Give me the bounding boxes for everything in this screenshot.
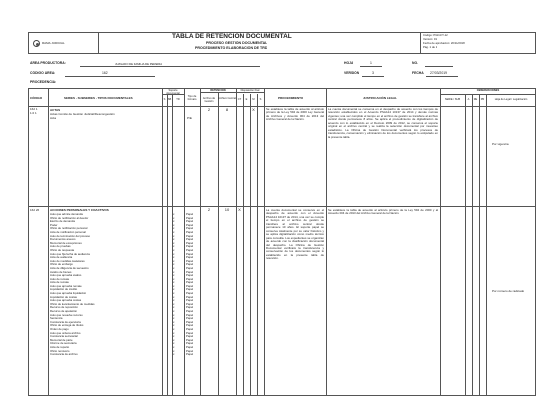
- tipo-documental-item: Acta de reparto: [50, 345, 70, 349]
- row2-archivo-gestion: 2: [207, 208, 211, 212]
- tipo-documental-item: Constancia de ejecutoria: [50, 320, 81, 324]
- tipo-formato-item: Papel: [186, 234, 194, 238]
- td-mark: x: [173, 317, 175, 321]
- row2-archivo-central: 10: [224, 208, 230, 212]
- row1-code: 162 1 1.0 1: [30, 108, 38, 115]
- tipo-formato-item: Papel: [186, 238, 194, 242]
- td-mark: x: [173, 220, 175, 224]
- tipo-formato-item: Papel: [186, 302, 194, 306]
- document-title: TABLA DE RETENCIÓN DOCUMENTAL: [172, 33, 292, 40]
- td-mark: x: [173, 328, 175, 331]
- td-mark: x: [173, 223, 175, 227]
- row1-formato: P/E: [187, 116, 192, 120]
- tipo-formato-item: Papel: [186, 345, 194, 349]
- procedure-name: PROCEDIMIENTO ELABORACIÓN DE TRD: [195, 46, 268, 50]
- tipo-documental-item: Oficio remisorio: [50, 349, 70, 353]
- col-justificacion: JUSTIFICACIÓN LEGAL: [363, 96, 398, 100]
- td-mark: x: [173, 313, 175, 317]
- td-mark: x: [173, 274, 175, 278]
- codigo-area-value: 162: [102, 71, 108, 75]
- tipo-formato-item: Papel: [186, 324, 194, 328]
- td-mark: x: [173, 277, 175, 281]
- tipo-formato-item: Papel: [186, 281, 194, 285]
- tipo-documental-item: Auto de medidas cautelares: [50, 259, 85, 263]
- process-name: PROCESO GESTIÓN DOCUMENTAL: [206, 41, 268, 45]
- tipo-documental-item: Recurso de reposición: [50, 306, 78, 310]
- tipo-documental-item: Oficio de notificación personal: [50, 227, 88, 231]
- td-mark: x: [173, 349, 175, 353]
- td-mark: x: [173, 252, 175, 256]
- td-mark: x: [173, 331, 175, 335]
- td-mark: x: [173, 266, 175, 270]
- td-mark: x: [173, 306, 175, 310]
- tipo-documental-item: Oficio de respuesta: [50, 248, 75, 252]
- tipo-formato-item: Papel: [186, 342, 194, 346]
- td-mark: x: [173, 230, 175, 234]
- td-mark: x: [173, 256, 175, 260]
- tipo-documental-item: Documentos anexos: [50, 238, 76, 242]
- td-mark: x: [173, 241, 175, 245]
- td-mark: x: [173, 353, 175, 357]
- row1-serie: ACTAS: [50, 108, 61, 112]
- td-mark: x: [173, 299, 175, 303]
- tipo-formato-item: Papel: [186, 317, 194, 321]
- td-mark: x: [173, 302, 175, 306]
- row1-archivo-gestion: 2: [207, 108, 211, 112]
- tipo-formato-item: Papel: [186, 220, 194, 224]
- tipo-formato-item: Papel: [186, 266, 194, 270]
- td-mark: x: [173, 338, 175, 342]
- tipo-formato-item: Papel: [186, 252, 194, 256]
- document-page: RAMA JUDICIAL TABLA DE RETENCIÓN DOCUMENTAL PROCESO GESTIÓN DOCUMENTAL PROCEDIMIENTO ELABORACIÓN DE TRD Código: PGD-FT-12 Versión: 01 Fecha de aprobación: 20/11/2018 Pág. 1 de 1 ÁREA PRODUCTORA: JUZGADO DE FAMILIA DE PEREIRA CÓDIGO ÁREA: 162 PROCEDENCIA: HOJA 1 NO. VERSIÓN 3 FECHA 27/03/2019 CÓDIGO SERIES - SUBSERIES - TIPOS DOCUMENTALES Soporte documental S SB TD Tipo de formato RETENCIÓN Archivo de Gestión Archivo Central Disposición final CT E M S PROCEDIMIENTO JUSTIFICACIÓN LEGAL OBSERVACIONES SERIE / SUB A RE PR Hoja de Legal / Legalización 162 1 1.0 1 ACTAS Actas Comité de Gestión Judicial/Descongestión Acta P/E 2 8 X La cuenta documental se conserva en el despacho de acuerdo con los tiempos de retención establecidos en el Acuerdo PSAA14 10137 de 2014 y demás normas vigentes; una vez cumplido el tiempo en el archivo de gestión se transfiere al archivo central donde permanece 8 años. Se aplica el procedimiento de digitalización de acuerdo con lo establecido en el Decreto 2609 de 2012, se conserva el soporte original en el archivo central y se realiza la selección documental por muestreo estadístico. La Oficina de Gestión Documental verificará los procesos de transferencia, conservación y eliminación de los documentos según lo estipulado en la presente tabla. Se establece la tabla de acuerdo al artículo primero de la Ley 594 de 2000 Ley General de Archivos y Acuerdo 004 de 2013 del Archivo General de la Nación. Por vigencia 162 26 ACCIONES PERSONALES Y COACTIVOS 2 10 X La cuenta documental se conserva en el despacho de acuerdo con el Acuerdo PSAA14 10137 de 2014, una vez se cumple el tiempo en el archivo de gestión se transfiere al archivo central donde permanece 10 años. El soporte papel se conserva totalmente por su valor histórico y se aplica digitalización como medio técnico para consulta. Los expedientes se organizan de acuerdo con la clasificación documental del despacho. La Oficina de Gestión Documental verificará la transferencia y conservación de los documentos según lo establecido en la presente tabla de retención. Se establece la tabla de acuerdo al artículo primero de la Ley 594 de 2000 y al Acuerdo 004 de 2013 del Archivo General de la Nación. Por número de radicado Auto que admite demanda Oficio de notificación al deudor Escrito de demanda Poder Oficio de notificación personal Acta de notificación personal Auto de terminación del proceso Documentos anexos Memorial de excepciones Auto de pruebas Oficio de respuesta Auto que fija fecha de audiencia Acta de audiencia Auto de medidas cautelares Oficio de embargo Acta de diligencia de secuestro Avalúo de bienes Auto que aprueba avalúo Auto de remate Acta de remate Auto que aprueba remate Liquidación de crédito Auto que aprueba liquidación Liquidación de costas Auto que aprueba costas Oficio de levantamiento de medidas Recurso de reposición Recurso de apelación Auto que resuelve recurso Sentencia Constancia de ejecutoria Oficio de entrega de títulos Orden de pago Auto que ordena archivo Constancia secretarial Memorial de parte Informe de secretaría Acta de reparto Oficio remisorio Constancia de archivo Papel Papel Papel Papel Papel Papel Papel Papel Papel Papel Papel Papel Papel Papel Papel Papel Papel Papel Papel Papel Papel Papel Papel Papel Papel Papel Papel Papel Papel Papel Papel Papel Papel Papel Papel Papel Papel Papel Papel Papel x x x x x x x x x x x x x x x x x x x x x x x x x x x x x x x x x x x x x x x x: [0, 0, 560, 420]
- row2-code: 162 26: [30, 208, 40, 212]
- col-archivo-gestion: Archivo de Gestión: [202, 97, 216, 103]
- tipo-documental-item: Auto de remate: [50, 277, 70, 281]
- col-codigo: CÓDIGO: [30, 96, 43, 100]
- tipo-documental-item: Escrito de demanda: [50, 220, 75, 224]
- td-mark: x: [173, 324, 175, 328]
- td-mark: x: [173, 292, 175, 296]
- rama-judicial-logo-icon: [33, 40, 40, 47]
- tipo-documental-item: Sentencia: [50, 317, 63, 321]
- tipo-documental-item: Auto que fija fecha de audiencia: [50, 252, 90, 256]
- tipo-documental-item: Auto que ordena archivo: [50, 331, 81, 335]
- tipo-formato-item: Papel: [186, 349, 194, 353]
- tipo-formato-item: Papel: [186, 213, 194, 216]
- no-label: NO.: [412, 61, 419, 65]
- tipo-formato-item: Papel: [186, 338, 194, 342]
- row1-procedimiento: La cuenta documental se conserva en el despacho de acuerdo con los tiempos de retención establecidos en el Acuerdo PSAA14 10137 de 2014 y demás normas vigentes; una vez cumplido el tiempo en el archivo de gestión se transfiere al archivo central donde permanece 8 años. Se aplica el procedimiento de digitalización de acuerdo con lo establecido en el Decreto 2609 de 2012, se conserva el soporte original en el archivo central y se realiza la selección documental por muestreo estadístico. La Oficina de Gestión Documental verificará los procesos de transferencia, conservación y eliminación de los documentos según lo estipulado en la presente tabla.: [328, 108, 438, 139]
- tipo-formato-item: Papel: [186, 277, 194, 281]
- row2-td-list: [173, 213, 183, 357]
- tipo-documental-item: Auto que aprueba costas: [50, 299, 82, 303]
- area-productora-value: JUZGADO DE FAMILIA DE PEREIRA: [115, 62, 163, 66]
- tipo-formato-item: Papel: [186, 299, 194, 303]
- tipo-formato-item: Papel: [186, 284, 194, 288]
- tipo-documental-item: Constancia secretarial: [50, 335, 78, 339]
- tipo-documental-item: Oficio de levantamiento de medidas: [50, 302, 95, 306]
- tipo-formato-item: Papel: [186, 263, 194, 267]
- row2-serie: ACCIONES PERSONALES Y COACTIVOS: [50, 208, 109, 212]
- col-procedimiento: PROCEDIMIENTO: [278, 96, 304, 100]
- tipo-formato-item: Papel: [186, 328, 194, 331]
- tipo-documental-item: Memorial de excepciones: [50, 241, 82, 245]
- row1-archivo-central: 8: [225, 108, 229, 112]
- tipo-formato-item: Papel: [186, 288, 194, 292]
- tipo-documental-item: Acta de diligencia de secuestro: [50, 266, 89, 270]
- td-mark: x: [173, 320, 175, 324]
- col-soporte: Soporte documental: [166, 89, 180, 95]
- col-observaciones: OBSERVACIONES: [476, 89, 500, 92]
- tipo-formato-item: Papel: [186, 331, 194, 335]
- row2-formato-list: [186, 213, 200, 357]
- row2-observacion: Por número de radicado: [492, 289, 525, 293]
- version-label: VERSIÓN: [344, 71, 360, 75]
- row2-tipos-list: [50, 213, 160, 357]
- tipo-documental-item: Auto que aprueba remate: [50, 284, 82, 288]
- row1-tipo: Acta: [50, 116, 57, 120]
- tipo-formato-item: Papel: [186, 306, 194, 310]
- procedencia-label: PROCEDENCIA:: [30, 80, 57, 84]
- tipo-formato-item: Papel: [186, 310, 194, 314]
- tipo-documental-item: Auto de pruebas: [50, 245, 71, 249]
- tipo-documental-item: Constancia de archivo: [50, 353, 78, 357]
- tipo-documental-item: Liquidación de crédito: [50, 288, 78, 292]
- col-disposicion: Disposición final: [240, 89, 260, 92]
- td-mark: x: [173, 238, 175, 242]
- td-mark: x: [173, 248, 175, 252]
- tipo-formato-item: Papel: [186, 216, 194, 220]
- row2-disposicion-ct: X: [238, 208, 241, 212]
- tipo-documental-item: Auto que aprueba avalúo: [50, 274, 82, 278]
- tipo-documental-item: Poder: [50, 223, 58, 227]
- td-mark: x: [173, 310, 175, 314]
- td-mark: x: [173, 281, 175, 285]
- td-mark: x: [173, 245, 175, 249]
- org-name: RAMA JUDICIAL: [42, 41, 65, 45]
- tipo-documental-item: Auto que aprueba liquidación: [50, 292, 87, 296]
- tipo-documental-item: Acta de notificación personal: [50, 230, 86, 234]
- tipo-formato-item: Papel: [186, 259, 194, 263]
- codigo-area-label: CÓDIGO ÁREA:: [30, 71, 56, 75]
- tipo-formato-item: Papel: [186, 295, 194, 299]
- tipo-formato-item: Papel: [186, 256, 194, 260]
- tipo-documental-item: Orden de pago: [50, 328, 69, 331]
- tipo-documental-item: Acta de remate: [50, 281, 69, 285]
- row1-subserie: Actas Comité de Gestión Judicial/Descongestión: [50, 112, 115, 116]
- tipo-formato-item: Papel: [186, 292, 194, 296]
- row1-justificacion: Se establece la tabla de acuerdo al artículo primero de la Ley 594 de 2000 Ley General de Archivos y Acuerdo 004 de 2013 del Archivo General de la Nación.: [266, 108, 324, 122]
- tipo-formato-item: Papel: [186, 274, 194, 278]
- td-mark: x: [173, 335, 175, 339]
- tipo-documental-item: Auto que resuelve recurso: [50, 313, 83, 317]
- tipo-formato-item: Papel: [186, 227, 194, 231]
- row1-disposicion-m: X: [252, 108, 255, 112]
- td-mark: x: [173, 234, 175, 238]
- tipo-documental-item: Recurso de apelación: [50, 310, 78, 314]
- tipo-formato-item: Papel: [186, 313, 194, 317]
- td-mark: x: [173, 259, 175, 263]
- tipo-documental-item: Auto de terminación del proceso: [50, 234, 91, 238]
- row2-procedimiento: La cuenta documental se conserva en el despacho de acuerdo con el Acuerdo PSAA14 10137 de 2014, una vez se cumple el tiempo en el archivo de gestión se transfiere al archivo central donde permanece 10 años. El soporte papel se conserva totalmente por su valor histórico y se aplica digitalización como medio técnico para consulta. Los expedientes se organizan de acuerdo con la clasificación documental del despacho. La Oficina de Gestión Documental verificará la transferencia y conservación de los documentos según lo establecido en la presente tabla de retención.: [266, 209, 324, 261]
- tipo-documental-item: Oficio de notificación al deudor: [50, 216, 89, 220]
- area-productora-label: ÁREA PRODUCTORA:: [30, 61, 66, 65]
- tipo-documental-item: Auto que admite demanda: [50, 213, 83, 216]
- tipo-documental-item: Avalúo de bienes: [50, 270, 72, 274]
- tipo-formato-item: Papel: [186, 245, 194, 249]
- tipo-formato-item: Papel: [186, 320, 194, 324]
- tipo-formato-item: Papel: [186, 230, 194, 234]
- tipo-formato-item: Papel: [186, 223, 194, 227]
- tipo-formato-item: Papel: [186, 248, 194, 252]
- td-mark: x: [173, 227, 175, 231]
- col-retencion: RETENCIÓN: [210, 88, 226, 92]
- td-mark: x: [173, 213, 175, 216]
- tipo-documental-item: Liquidación de costas: [50, 295, 77, 299]
- td-mark: x: [173, 288, 175, 292]
- col-archivo-central: Archivo Central: [218, 97, 236, 100]
- tipo-documental-item: Oficio de embargo: [50, 263, 73, 267]
- tipo-documental-item: Acta de audiencia: [50, 256, 73, 260]
- fecha-label: FECHA: [412, 71, 424, 75]
- td-mark: x: [173, 295, 175, 299]
- tipo-formato-item: Papel: [186, 335, 194, 339]
- tipo-documental-item: Memorial de parte: [50, 338, 73, 342]
- col-tipo-formato: Tipo de formato: [187, 95, 197, 101]
- td-mark: x: [173, 284, 175, 288]
- td-mark: x: [173, 216, 175, 220]
- tipo-documental-item: Oficio de entrega de títulos: [50, 324, 84, 328]
- col-series: SERIES - SUBSERIES - TIPOS DOCUMENTALES: [64, 96, 133, 100]
- td-mark: x: [173, 263, 175, 267]
- td-mark: x: [173, 345, 175, 349]
- tipo-formato-item: Papel: [186, 353, 194, 357]
- td-mark: x: [173, 342, 175, 346]
- tipo-formato-item: Papel: [186, 241, 194, 245]
- row2-justificacion: Se establece la tabla de acuerdo al artículo primero de la Ley 594 de 2000 y al Acuerdo 004 de 2013 del Archivo General de la Nación.: [328, 209, 438, 216]
- hoja-label: HOJA: [344, 61, 354, 65]
- tipo-formato-item: Papel: [186, 270, 194, 274]
- tipo-documental-item: Informe de secretaría: [50, 342, 77, 346]
- td-mark: x: [173, 270, 175, 274]
- row1-observacion: Por vigencia: [492, 142, 509, 146]
